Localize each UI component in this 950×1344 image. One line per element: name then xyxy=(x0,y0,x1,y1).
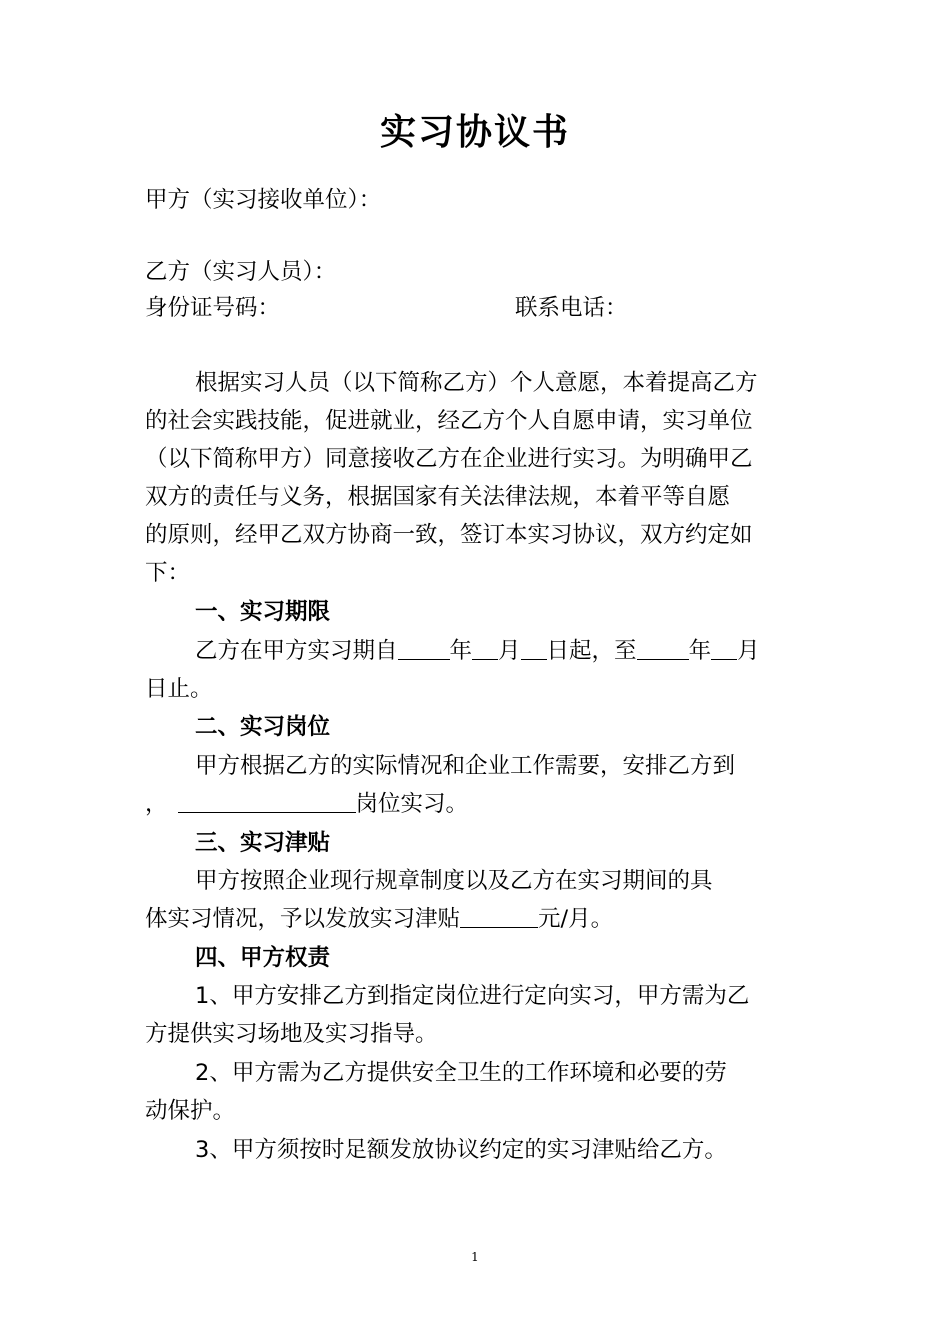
party-a-label: 甲方（实习接收单位）： xyxy=(145,187,382,213)
section-1-line-1 xyxy=(195,635,810,667)
phone-label: 联系电话： xyxy=(515,295,628,321)
text-segment: 年 xyxy=(688,638,712,664)
intro-line-6: 下： xyxy=(145,560,191,586)
day-start-blank xyxy=(521,637,547,660)
month-end-blank xyxy=(711,637,737,660)
text-segment: 月 xyxy=(498,638,521,664)
section-4-item-1-line-1: 1、甲方安排乙方到指定岗位进行定向实习，甲方需为乙 xyxy=(195,983,750,1009)
text-segment: 年 xyxy=(449,638,473,664)
section-1-line-2: 日止。 xyxy=(145,676,213,702)
text-segment: 乙方在甲方实习期自 xyxy=(195,638,398,664)
section-3-line-2 xyxy=(145,903,810,935)
document-title: 实习协议书 xyxy=(379,112,570,153)
section-4-item-2-line-2: 动保护。 xyxy=(145,1098,236,1124)
text-segment: 日起，至 xyxy=(546,638,637,664)
text-segment: 岗位实习。 xyxy=(355,791,469,817)
year-start-blank xyxy=(398,637,450,660)
text-segment: 体实习情况，予以发放实习津贴 xyxy=(145,906,461,932)
section-1-heading: 一、实习期限 xyxy=(195,599,331,625)
text-segment: 元/月。 xyxy=(538,906,614,932)
intro-line-2: 的社会实践技能，促进就业，经乙方个人自愿申请，实习单位 xyxy=(145,408,753,434)
position-blank xyxy=(178,790,356,813)
intro-line-4: 双方的责任与义务，根据国家有关法律法规，本着平等自愿 xyxy=(145,484,731,510)
section-3-line-1: 甲方按照企业现行规章制度以及乙方在实习期间的具 xyxy=(195,868,713,894)
section-4-item-1-line-2: 方提供实习场地及实习指导。 xyxy=(145,1021,438,1047)
intro-line-5: 的原则，经甲乙双方协商一致，签订本实习协议，双方约定如 xyxy=(145,522,753,548)
allowance-blank xyxy=(460,905,538,928)
section-2-line-1: 甲方根据乙方的实际情况和企业工作需要，安排乙方到 xyxy=(195,753,736,779)
text-segment: ， xyxy=(145,791,168,817)
section-4-item-2-line-1: 2、甲方需为乙方提供安全卫生的工作环境和必要的劳 xyxy=(195,1060,727,1086)
intro-line-1: 根据实习人员（以下简称乙方）个人意愿，本着提高乙方 xyxy=(195,370,758,396)
year-end-blank xyxy=(637,637,689,660)
text-segment: 月 xyxy=(737,638,760,664)
section-2-heading: 二、实习岗位 xyxy=(195,714,331,740)
section-4-heading: 四、甲方权责 xyxy=(195,945,331,971)
section-2-line-2 xyxy=(145,788,810,820)
section-3-heading: 三、实习津贴 xyxy=(195,830,331,856)
page-number: 1 xyxy=(471,1250,479,1264)
id-number-label: 身份证号码： xyxy=(145,295,281,321)
month-start-blank xyxy=(472,637,498,660)
party-b-label: 乙方（实习人员）： xyxy=(145,259,337,285)
section-4-item-3: 3、甲方须按时足额发放协议约定的实习津贴给乙方。 xyxy=(195,1137,727,1163)
intro-line-3: （以下简称甲方）同意接收乙方在企业进行实习。为明确甲乙 xyxy=(145,446,753,472)
